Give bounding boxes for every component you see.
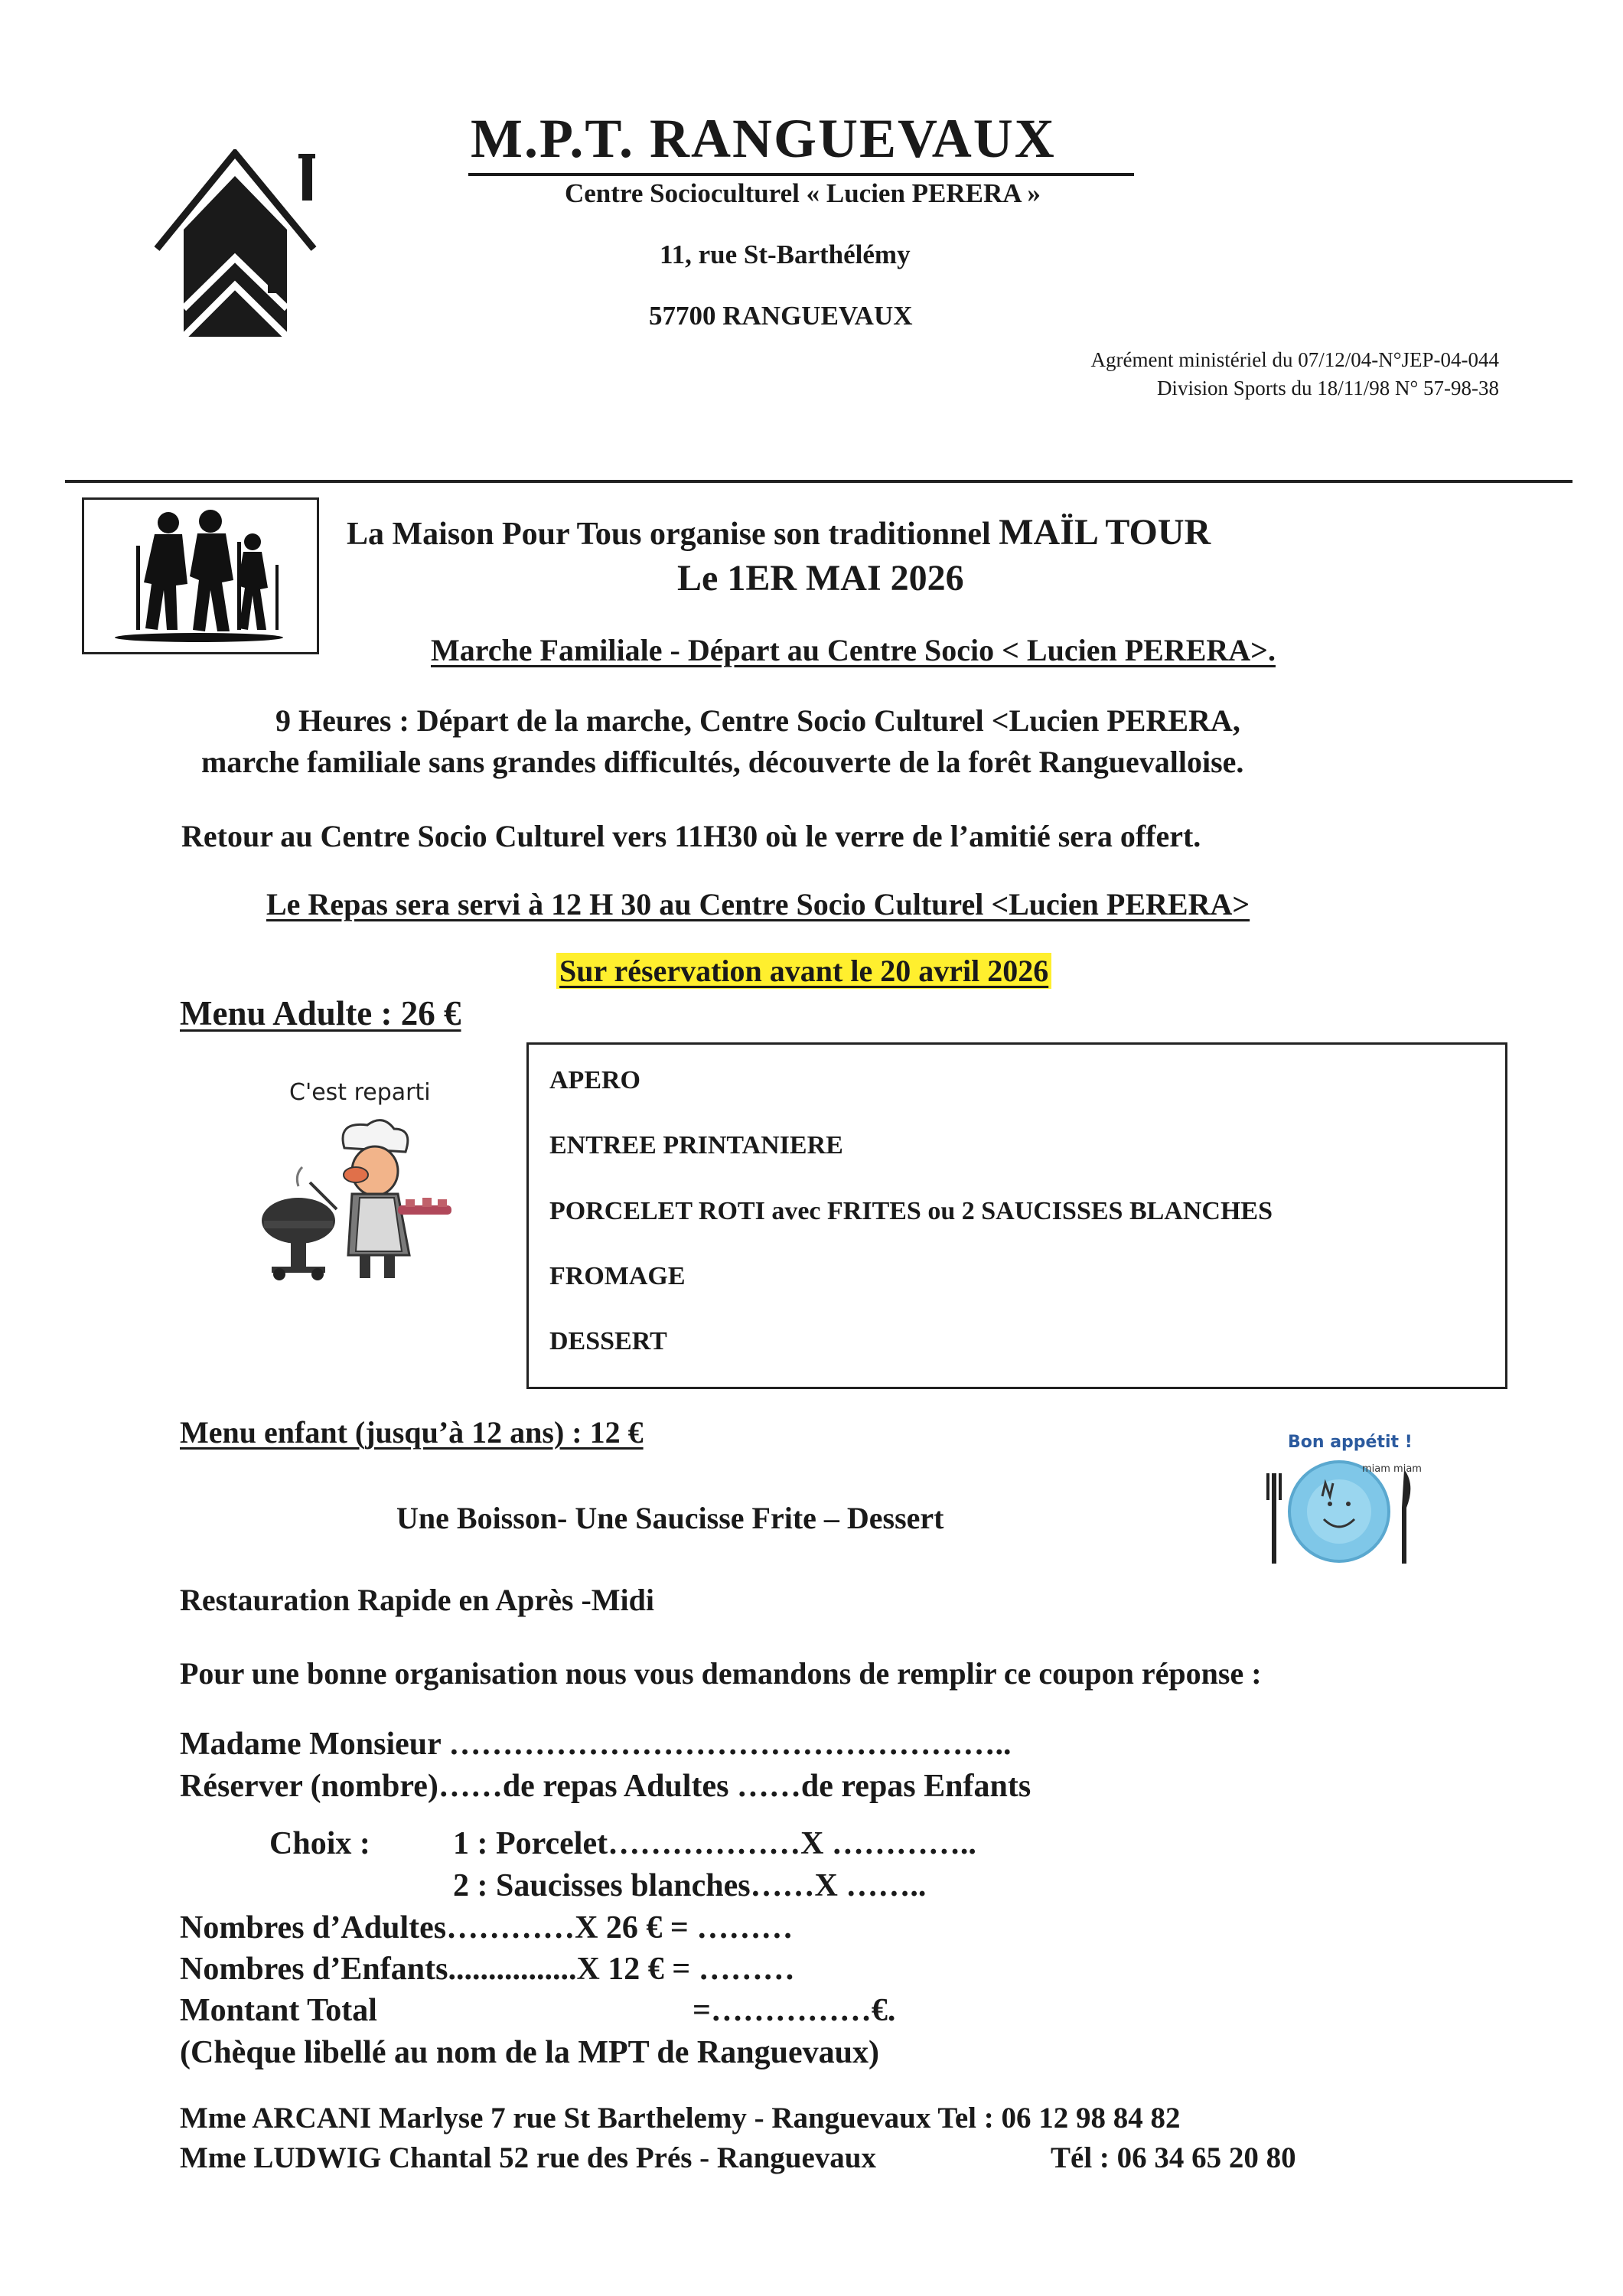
coupon-intro: Pour une bonne organisation nous vous demandons de remplir ce coupon réponse : — [180, 1656, 1262, 1691]
menu-child-heading: Menu enfant (jusqu’à 12 ans) : 12 € — [180, 1415, 644, 1450]
hikers-image — [82, 497, 319, 654]
coupon-reserve-line[interactable]: Réserver (nombre)……de repas Adultes ……de repas Enfants — [180, 1769, 1031, 1804]
coupon-choice-1[interactable]: 1 : Porcelet………………X ………….. — [453, 1826, 976, 1861]
event-name: MAÏL TOUR — [999, 512, 1211, 553]
cartoon-caption: C'est reparti — [289, 1079, 431, 1106]
walk-line-1: 9 Heures : Départ de la marche, Centre Socio Culturel <Lucien PERERA, — [275, 703, 1240, 738]
title-underline — [468, 173, 1134, 176]
coupon-total-label: Montant Total — [180, 1993, 377, 2028]
event-date: Le 1ER MAI 2026 — [677, 558, 964, 598]
event-intro: La Maison Pour Tous organise son traditionnel MAÏL TOUR — [347, 512, 1211, 553]
hikers-icon — [84, 500, 317, 652]
header-street: 11, rue St-Barthélémy — [660, 240, 911, 269]
menu-item-dessert: DESSERT — [549, 1327, 667, 1355]
reservation-deadline: Sur réservation avant le 20 avril 2026 — [556, 953, 1051, 989]
return-line: Retour au Centre Socio Culturel vers 11H30 où le verre de l’amitié sera offert. — [181, 819, 1201, 853]
coupon-cheque-note: (Chèque libellé au nom de la MPT de Ranguevaux) — [180, 2035, 879, 2070]
menu-item-apero: APERO — [549, 1066, 640, 1094]
section-divider — [65, 480, 1572, 483]
header-city: 57700 RANGUEVAUX — [649, 301, 913, 331]
meal-line: Le Repas sera servi à 12 H 30 au Centre Socio Culturel <Lucien PERERA> — [266, 887, 1250, 921]
contact-arcani: Mme ARCANI Marlyse 7 rue St Barthelemy - Ranguevaux Tel : 06 12 98 84 82 — [180, 2102, 1181, 2135]
coupon-adults-line[interactable]: Nombres d’Adultes…………X 26 € = ……… — [180, 1910, 794, 1945]
menu-item-plat: PORCELET ROTI avec FRITES ou 2 SAUCISSES BLANCHES — [549, 1197, 1273, 1225]
header-subtitle: Centre Socioculturel « Lucien PERERA » — [565, 178, 1041, 208]
menu-adult-heading: Menu Adulte : 26 € — [180, 994, 461, 1032]
coupon-children-line[interactable]: Nombres d’Enfants................X 12 € = ……… — [180, 1952, 795, 1987]
coupon-choice-2[interactable]: 2 : Saucisses blanches……X …….. — [453, 1868, 927, 1903]
menu-child-items: Une Boisson- Une Saucisse Frite – Dessert — [396, 1501, 944, 1535]
coupon-choice-label: Choix : — [269, 1826, 370, 1861]
walk-heading: Marche Familiale - Départ au Centre Socio < Lucien PERERA>. — [431, 633, 1276, 667]
menu-item-entree: ENTREE PRINTANIERE — [549, 1131, 843, 1159]
fast-food-line: Restauration Rapide en Après -Midi — [180, 1583, 654, 1617]
page-title: M.P.T. RANGUEVAUX — [471, 108, 1056, 169]
plate-note: miam miam — [1362, 1463, 1422, 1475]
header-division: Division Sports du 18/11/98 N° 57-98-38 — [1156, 377, 1499, 400]
contact-ludwig: Mme LUDWIG Chantal 52 rue des Prés - Ranguevaux — [180, 2141, 876, 2174]
walk-line-2: marche familiale sans grandes difficultés, découverte de la forêt Ranguevalloise. — [201, 745, 1244, 779]
plate-caption: Bon appétit ! — [1288, 1433, 1413, 1452]
coupon-total-value[interactable]: =……………€. — [693, 1993, 896, 2028]
barbecue-chef-icon — [253, 1114, 474, 1290]
header-agrement: Agrément ministériel du 07/12/04-N°JEP-04-044 — [1090, 348, 1499, 371]
menu-item-fromage: FROMAGE — [549, 1262, 686, 1290]
coupon-name-line[interactable]: Madame Monsieur …………………………………………….. — [180, 1727, 1012, 1762]
contact-ludwig-tel: Tél : 06 34 65 20 80 — [1051, 2141, 1296, 2174]
house-icon — [153, 149, 318, 341]
